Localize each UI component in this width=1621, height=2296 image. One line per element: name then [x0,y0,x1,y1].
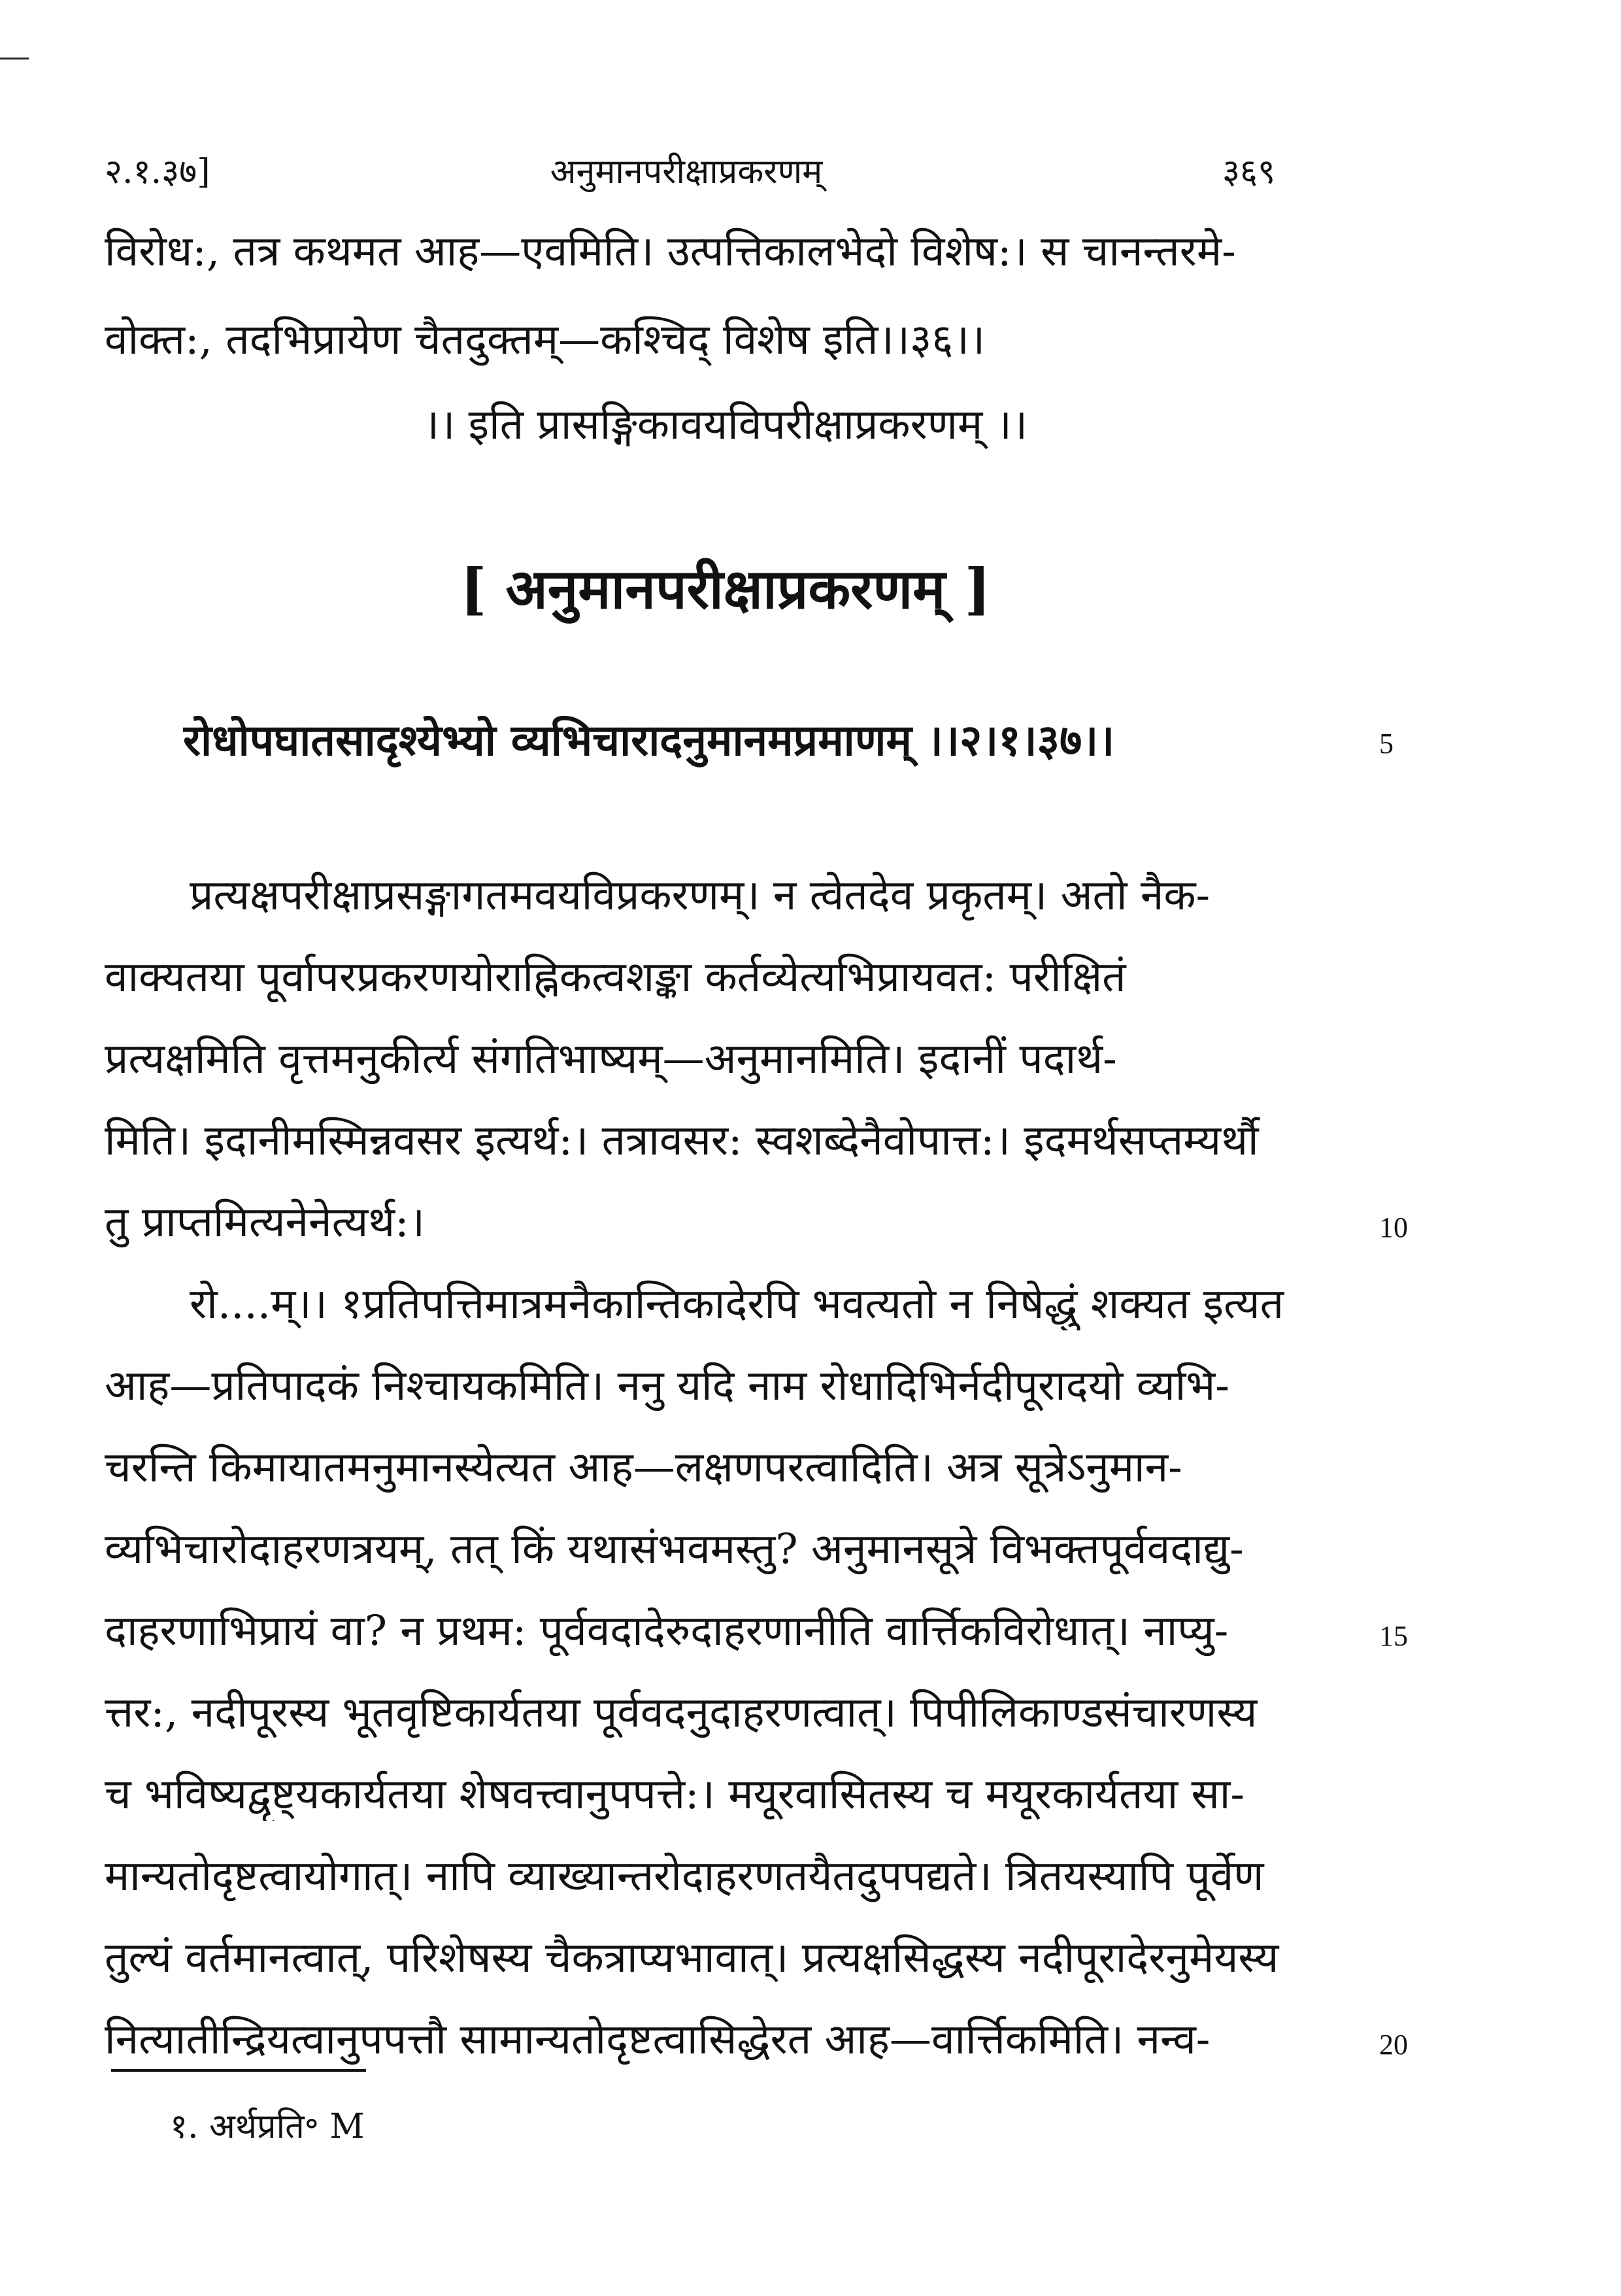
body-line-11: त्तर:, नदीपूरस्य भूतवृष्टिकार्यतया पूर्ववदनुदाहरणत्वात्। पिपीलिकाण्डसंचारणस्य [105,1689,1258,1737]
section-title: [ अनुमानपरीक्षाप्रकरणम् ] [460,556,991,621]
line-number-5: 5 [1379,728,1394,760]
body-line-10: दाहरणाभिप्रायं वा? न प्रथम: पूर्ववदादेरुदाहरणानीति वार्त्तिकविरोधात्। नाप्यु- [105,1607,1229,1655]
body-line-15: नित्यातीन्द्रियत्वानुपपत्तौ सामान्यतोदृष्टत्वासिद्धेरत आह—वार्त्तिकमिति। नन्व- [105,2016,1211,2064]
footnote: १. अर्थप्रति॰ M [170,2107,365,2146]
body-line-12: च भविष्यद्वृष्ट्यकार्यतया शेषवत्त्वानुपपत्ते:। मयूरवासितस्य च मयूरकार्यतया सा- [105,1770,1245,1819]
scan-edge-mark [0,58,29,59]
body-line-13: मान्यतोदृष्टत्वायोगात्। नापि व्याख्यान्तरोदाहरणतयैतदुपपद्यते। त्रितयस्यापि पूर्वेण [105,1852,1264,1900]
body-line-4: मिति। इदानीमस्मिन्नवसर इत्यर्थ:। तत्रावसर: स्वशब्देनैवोपात्त:। इदमर्थसप्तम्यर्थौ [105,1117,1259,1165]
body-line-7: आह—प्रतिपादकं निश्चायकमिति। ननु यदि नाम रोधादिभिर्नदीपूरादयो व्यभि- [105,1362,1229,1410]
header-section-ref: २.१.३७] [105,152,210,192]
body-line-2: वाक्यतया पूर्वापरप्रकरणयोराह्निकत्वशङ्का कर्तव्येत्यभिप्रायवत: परीक्षितं [105,953,1126,1002]
top-line-1: विरोध:, तत्र कथमत आह—एवमिति। उत्पत्तिकालभेदो विशेष:। स चानन्तरमे- [105,228,1236,276]
line-number-10: 10 [1379,1211,1408,1243]
footnote-rule [111,2069,366,2072]
top-line-2: वोक्त:, तदभिप्रायेण चैतदुक्तम्—कश्चिद् विशेष इति।।३६।। [105,316,986,364]
body-line-14: तुल्यं वर्तमानत्वात्, परिशेषस्य चैकत्राप्यभावात्। प्रत्यक्षसिद्धस्य नदीपूरादेरनुमेयस्य [105,1934,1279,1982]
sutra-text: रोधोपघातसादृश्येभ्यो व्यभिचारादनुमानमप्रमाणम् ।।२।१।३७।। [183,715,1115,766]
header-chapter-title: अनुमानपरीक्षाप्रकरणम् [550,152,823,192]
body-line-5: तु प्राप्तमित्यनेनेत्यर्थ:। [105,1198,425,1247]
body-line-9: व्यभिचारोदाहरणत्रयम्, तत् किं यथासंभवमस्तु? अनुमानसूत्रे विभक्तपूर्ववदाद्यु- [105,1525,1244,1574]
section-end-colophon: ।। इति प्रासङ्गिकावयविपरीक्षाप्रकरणम् ।। [423,401,1028,449]
line-number-20: 20 [1379,2029,1408,2061]
body-line-6: रो....म्।। १प्रतिपत्तिमात्रमनैकान्तिकादेरपि भवत्यतो न निषेद्धुं शक्यत इत्यत [190,1280,1284,1328]
body-line-8: चरन्ति किमायातमनुमानस्येत्यत आह—लक्षणपरत्वादिति। अत्र सूत्रेऽनुमान- [105,1443,1182,1492]
header-page-number: ३६९ [1222,152,1276,192]
body-line-3: प्रत्यक्षमिति वृत्तमनुकीर्त्य संगतिभाष्यम्—अनुमानमिति। इदानीं पदार्थ- [105,1035,1117,1083]
body-line-1: प्रत्यक्षपरीक्षाप्रसङ्गागतमवयविप्रकरणम्। न त्वेतदेव प्रकृतम्। अतो नैक- [190,871,1211,920]
line-number-15: 15 [1379,1620,1408,1652]
